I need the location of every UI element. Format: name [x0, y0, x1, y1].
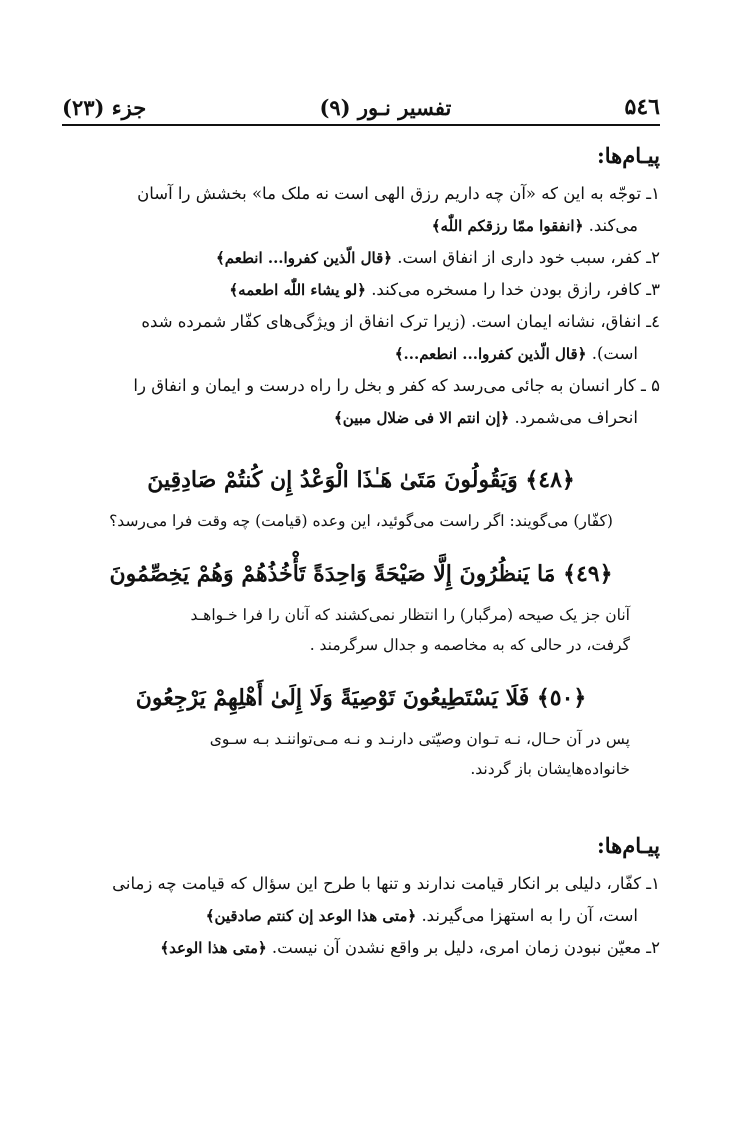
verse-49-translation	[62, 600, 660, 660]
messages-list-2	[62, 868, 660, 964]
juz-label: جزء (۲۳)	[62, 95, 147, 120]
quran-reference: ﴿قال الّذین کفروا... انطعم﴾	[215, 249, 393, 267]
message-cont-text: است، آن را به استهزا می‌گیرند.	[421, 906, 638, 925]
message-continuation	[62, 210, 660, 242]
messages-list	[62, 178, 660, 434]
message-text: ۱ـ توجّه به این که «آن چه داریم رزق الهی است نه ملک ما» بخشش را آسان	[137, 184, 660, 203]
page-number: ۵٤٦	[624, 94, 660, 120]
message-item	[62, 274, 660, 306]
verse-48-translation: (کفّار) می‌گویند: اگر راست می‌گوئید، این وعده (قیامت) چه وقت فرا می‌رسد؟	[109, 512, 613, 530]
quran-reference: ﴿متی هذا الوعد﴾	[160, 939, 267, 957]
verse-49-translation-line1: آنان جز یک صیحه (مرگبار) را انتظار نمی‌کشند که آنان را فرا خـواهـد	[190, 606, 630, 624]
message-item	[62, 370, 660, 434]
verse-50-translation-line2: خانواده‌هایشان باز گردند.	[470, 760, 630, 778]
verse-49-arabic: ﴿٤٩﴾ مَا يَنظُرُونَ إِلَّا صَيْحَةً وَاحِدَةً تَأْخُذُهُمْ وَهُمْ يَخِصِّمُونَ	[109, 561, 613, 587]
message-cont-text: است).	[591, 344, 638, 363]
message-item	[62, 932, 660, 964]
quran-reference: ﴿متی هذا الوعد إن کنتم صادقین﴾	[205, 907, 417, 925]
message-text: ۱ـ کفّار، دلیلی بر انکار قیامت ندارند و تنها با طرح این سؤال که قیامت چه زمانی	[112, 874, 660, 893]
message-cont-text: انحراف می‌شمرد.	[514, 408, 638, 427]
quran-reference: ﴿انفقوا ممّا رزقکم اللّٰه﴾	[431, 217, 584, 235]
quran-reference: ﴿إن انتم الا فی ضلال مبین﴾	[334, 409, 510, 427]
section-gap	[62, 794, 660, 830]
message-text: ۳ـ کافر، رازق بودن خدا را مسخره می‌کند.	[371, 280, 660, 299]
book-title: تفسیر نـور (۹)	[319, 95, 452, 120]
verse-49-translation-line2: گرفت، در حالی که به مخاصمه و جدال سرگرمند .	[309, 636, 630, 654]
message-item	[62, 178, 660, 242]
message-text: ۵ ـ کار انسان به جائی می‌رسد که کفر و بخل را راه درست و ایمان و انفاق را	[133, 376, 660, 395]
verse-50-arabic: ﴿٥٠﴾ فَلَا يَسْتَطِيعُونَ تَوْصِيَةً وَلَا إِلَىٰ أَهْلِهِمْ يَرْجِعُونَ	[135, 685, 587, 711]
message-continuation	[62, 900, 660, 932]
message-item	[62, 242, 660, 274]
message-text: ۲ـ کفر، سبب خود داری از انفاق است.	[397, 248, 660, 267]
verse-50-translation-line1: پس در آن حـال، نـه تـوان وصیّتی دارنـد و نـه مـی‌تواننـد بـه سـوی	[209, 730, 630, 748]
page-content	[62, 140, 660, 964]
page-header	[62, 92, 660, 126]
message-text: ٤ـ انفاق، نشانه ایمان است. (زیرا ترک انفاق از ویژگی‌های کفّار شمرده شده	[141, 312, 660, 331]
message-item	[62, 868, 660, 932]
message-continuation	[62, 338, 660, 370]
messages-heading-2: پیـام‌ها:	[597, 833, 660, 858]
verse-50-translation	[62, 724, 660, 784]
messages-heading: پیـام‌ها:	[597, 143, 660, 168]
message-continuation	[62, 402, 660, 434]
quran-reference: ﴿قال الّذین کفروا... انطعم...﴾	[394, 345, 587, 363]
verse-48-arabic: ﴿٤٨﴾ وَيَقُولُونَ مَتَىٰ هَـٰذَا الْوَعْدُ إِن كُنتُمْ صَادِقِينَ	[147, 467, 575, 493]
message-cont-text: می‌کند.	[588, 216, 638, 235]
message-text: ۲ـ معیّن نبودن زمان امری، دلیل بر واقع نشدن آن نیست.	[271, 938, 660, 957]
quran-reference: ﴿لو یشاء اللّٰه اطعمه﴾	[229, 281, 366, 299]
message-item	[62, 306, 660, 370]
